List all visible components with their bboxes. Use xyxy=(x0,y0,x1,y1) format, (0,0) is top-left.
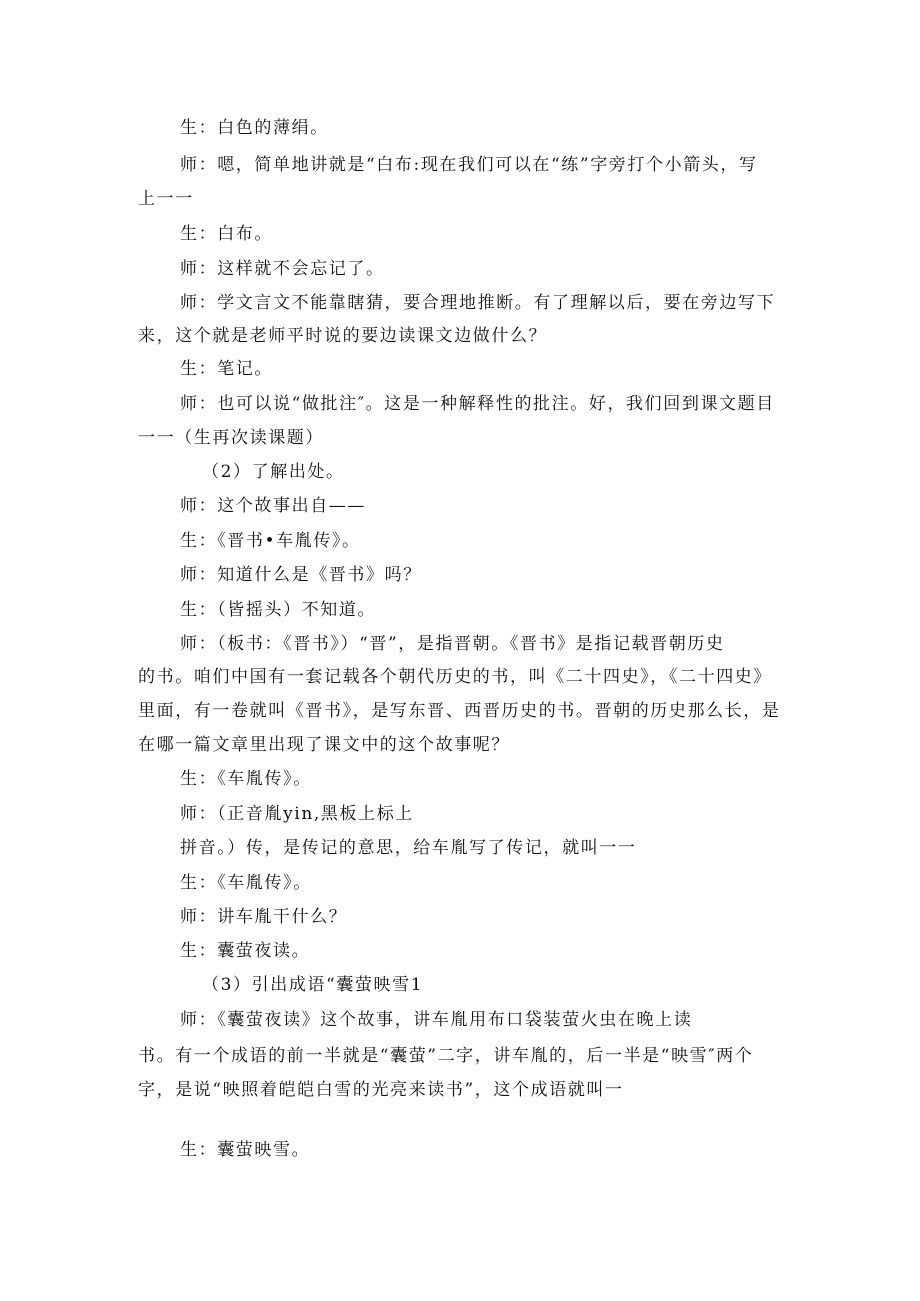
text-line-3: 上一一 xyxy=(138,189,194,209)
text-line-21: 师：（正音胤yin,黑板上标上 xyxy=(180,804,414,824)
text-line-2: 师：嗯，简单地讲就是“白布:现在我们可以在“练”字旁打个小箭头，写 xyxy=(180,155,758,175)
text-line-27: 师：《囊萤夜读》这个故事，讲车胤用布口袋装萤火虫在晚上读 xyxy=(180,1010,693,1030)
section-heading-3: （3）引出成语“囊萤映雪1 xyxy=(202,975,424,995)
text-line-18: 里面，有一卷就叫《晋书》，是写东晋、西晋历史的书。晋朝的历史那么长，是 xyxy=(138,701,781,721)
text-line-30: 生：囊萤映雪。 xyxy=(180,1140,311,1160)
text-line-13: 生：《晋书•车胤传》。 xyxy=(180,531,361,551)
text-line-17: 的书。咱们中国有一套记载各个朝代历史的书，叫《二十四史》，《二十四史》 xyxy=(138,667,772,687)
text-line-23: 生：《车胤传》。 xyxy=(180,873,312,893)
text-line-14: 师：知道什么是《晋书》吗？ xyxy=(180,565,422,585)
section-heading-2: （2）了解出处。 xyxy=(202,462,345,482)
text-line-1: 生：白色的薄绢。 xyxy=(180,118,329,138)
text-line-25: 生：囊萤夜读。 xyxy=(180,941,311,961)
text-line-12: 师：这个故事出自—— xyxy=(180,496,366,516)
text-line-19: 在哪一篇文章里出现了课文中的这个故事呢？ xyxy=(138,735,510,755)
text-line-15: 生：（皆摇头）不知道。 xyxy=(180,600,377,620)
text-line-5: 师：这样就不会忘记了。 xyxy=(180,259,385,279)
text-line-8: 生：笔记。 xyxy=(180,359,273,379)
text-line-10: 一一（生再次读课题） xyxy=(138,428,324,448)
text-line-28: 书。有一个成语的前一半就是“囊萤”二字，讲车胤的，后一半是“映雪″两个 xyxy=(138,1046,754,1066)
text-line-22: 拼音。）传，是传记的意思，给车胤写了传记，就叫一一 xyxy=(180,838,637,858)
text-line-4: 生：白布。 xyxy=(180,224,273,244)
text-line-24: 师：讲车胤干什么？ xyxy=(180,907,348,927)
text-line-6: 师：学文言文不能靠瞎猜，要合理地推断。有了理解以后，要在旁边写下 xyxy=(180,293,776,313)
text-line-9: 师：也可以说“做批注″。这是一种解释性的批注。好，我们回到课文题目 xyxy=(180,394,775,414)
text-line-20: 生：《车胤传》。 xyxy=(180,769,312,789)
text-line-29: 字，是说“映照着皑皑白雪的光亮来读书”，这个成语就叫一 xyxy=(138,1080,624,1100)
text-line-16: 师：（板书：《晋书》）“晋”，是指晋朝。《晋书》是指记载晋朝历史 xyxy=(180,634,725,654)
text-line-7: 来，这个就是老师平时说的要边读课文边做什么？ xyxy=(138,326,548,346)
